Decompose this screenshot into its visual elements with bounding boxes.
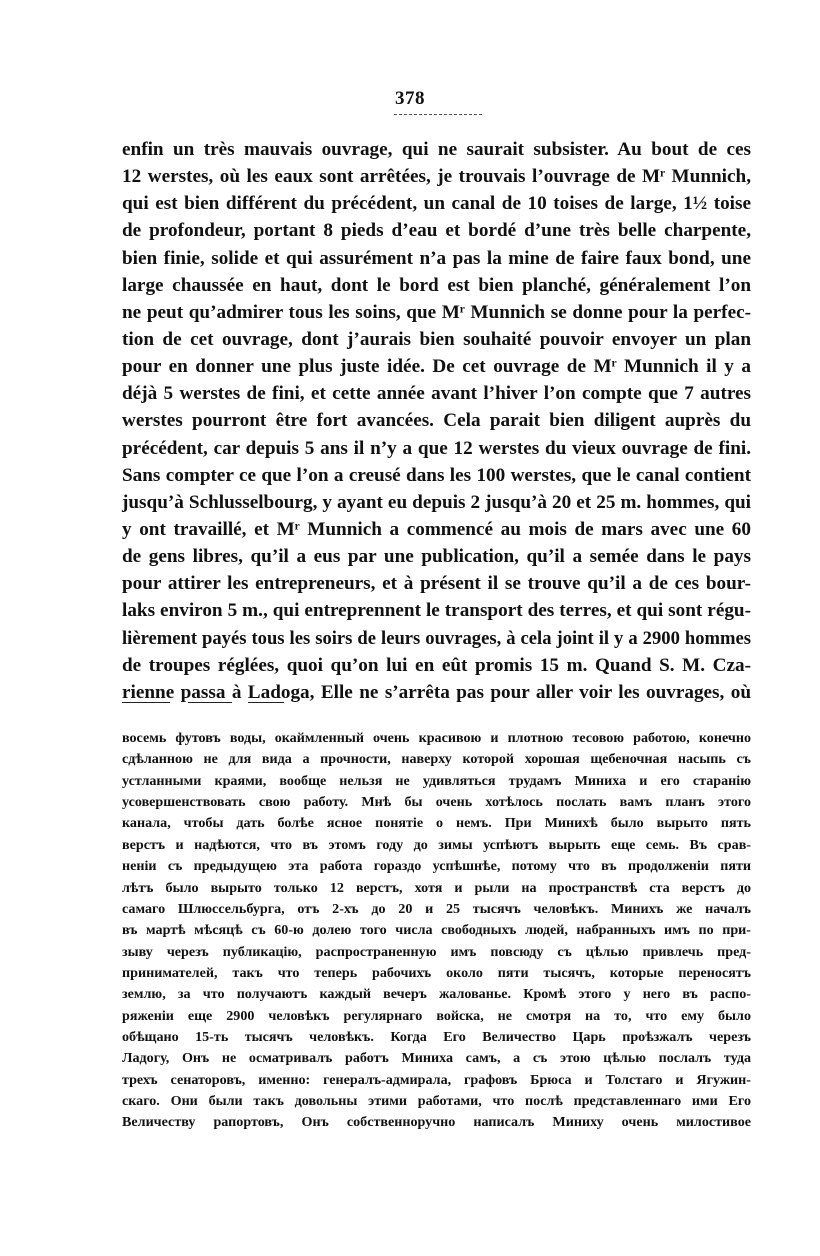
main-text xyxy=(122,136,751,706)
footnote-line: усовершенствовать свою работу. Мнѣ бы очень хотѣлось послать вамъ планъ этого xyxy=(122,794,751,811)
main-text-line: déjà 5 werstes de fini, et cette année avant l’hiver l’on compte que 7 autres xyxy=(122,383,751,405)
main-text-line: Sans compter ce que l’on a creusé dans les 100 werstes, que le canal contient xyxy=(122,464,751,486)
main-text-line: enfin un très mauvais ouvrage, qui ne saurait subsister. Au bout de ces xyxy=(122,139,751,160)
main-text-line: de profondeur, portant 8 pieds d’eau et bordé d’une très belle charpente, xyxy=(122,220,751,242)
footnote-line: восемь футовъ воды, окаймленный очень красивою и плотною тесовою работою, конечно xyxy=(122,730,751,746)
footnote-line: Величеству рапортовъ, Онъ собственноручно написалъ Миниху очень милостивое xyxy=(122,1114,751,1131)
footnote-line: ряженіи еще 2900 человѣкъ регулярнаго войска, не смотря на то, что ему было xyxy=(122,1007,751,1024)
main-text-line: werstes pourront être fort avancées. Cela parait bien diligent auprès du xyxy=(122,410,751,432)
main-text-line: qui est bien différent du précédent, un canal de 10 toises de large, 1½ toise xyxy=(122,193,751,215)
separator-dash xyxy=(122,702,170,703)
main-text-line: y ont travaillé, et Mʳ Munnich a commencé au mois de mars avec une 60 xyxy=(122,518,751,540)
main-text-line: de gens libres, qu’il a eus par une publication, qu’il a semée dans le pays xyxy=(122,546,751,568)
separator-dash xyxy=(188,702,232,703)
footnote-line: неніи съ предыдущею эта работа гораздо успѣшнѣе, потому что въ продолженіи пяти xyxy=(122,858,751,875)
main-text-line: pour attirer les entrepreneurs, et à présent il se trouve qu’il a de ces bour- xyxy=(122,573,751,595)
page-number: 378 xyxy=(395,88,425,109)
main-text-line: pour en donner une plus juste idée. De cet ouvrage de Mʳ Munnich il y a xyxy=(122,356,751,378)
footnote-line: трехъ сенаторовъ, именно: генералъ-адмирала, графовъ Брюса и Толстаго и Ягужин- xyxy=(122,1071,751,1088)
main-text-line: 12 werstes, où les eaux sont arrêtées, je trouvais l’ouvrage de Mʳ Munnich, xyxy=(122,166,751,188)
page-number-rule xyxy=(394,114,482,115)
footnote-line: устланными краями, вообще нельзя не удивляться трудамъ Миниха и его старанію xyxy=(122,772,751,789)
footnote-line: скаго. Они были такъ довольны этими работами, что послѣ представленнаго ими Его xyxy=(122,1093,751,1110)
main-text-line: lièrement payés tous les soirs de leurs ouvrages, à cela joint il y a 2900 hommes xyxy=(122,627,751,649)
footnote-line: Ладогу, Онъ не осматривалъ работъ Миниха самъ, а съ этою цѣлью послалъ туда xyxy=(122,1050,751,1067)
footnote-line: зыву черезъ публикацію, распространенную имъ повсюду съ цѣлью привлечь пред- xyxy=(122,943,751,960)
main-text-line: rienne passa à Ladoga, Elle ne s’arrêta pas pour aller voir les ouvrages, où xyxy=(122,681,751,703)
footnote-line: принимателей, такъ что теперь рабочихъ около пяти тысячъ, которые переносятъ xyxy=(122,964,751,981)
separator-dash xyxy=(248,702,284,703)
main-text-line: tion de cet ouvrage, dont j’aurais bien souhaité pouvoir envoyer un plan xyxy=(122,328,751,350)
footnote-line: въ мартѣ мѣсяцѣ съ 60-ю долею того числа свободныхъ людей, набранныхъ имъ по при- xyxy=(122,922,751,939)
footnote-line: обѣщано 15-ть тысячъ человѣкъ. Когда Его Величество Царь проѣзжалъ черезъ xyxy=(122,1029,751,1046)
footnote-line: верстъ и надѣются, что въ этомъ году до зимы успѣютъ вырыть еще семь. Въ срав- xyxy=(122,836,751,853)
footnote-line: лѣтъ было вырыто только 12 верстъ, хотя и рыли на пространствѣ ста верстъ до xyxy=(122,879,751,896)
main-text-line: jusqu’à Schlusselbourg, y ayant eu depuis 2 jusqu’à 20 et 25 m. hommes, qui xyxy=(122,491,751,513)
main-text-line: ne peut qu’admirer tous les soins, que Mʳ Munnich se donne pour la perfec- xyxy=(122,301,751,323)
main-text-line: bien finie, solide et qui assurément n’a pas la mine de faire faux bond, une xyxy=(122,247,751,269)
main-text-line: précédent, car depuis 5 ans il n’y a que 12 werstes du vieux ouvrage de fini. xyxy=(122,437,751,459)
footnote-line: канала, чтобы дать болѣе ясное понятіе о немъ. При Минихѣ было вырыто пять xyxy=(122,815,751,832)
footnote-text xyxy=(122,728,751,1134)
footnote-line: самаго Шлюссельбурга, отъ 2-хъ до 20 и 25 тысячъ человѣкъ. Минихъ же началъ xyxy=(122,900,751,917)
main-text-line: de troupes réglées, quoi qu’on lui en eût promis 15 m. Quand S. M. Cza- xyxy=(122,654,751,676)
footnote-line: сдѣланною не для вида а прочности, наверху которой хорошая щебеночная насыпь съ xyxy=(122,751,751,768)
main-text-line: large chaussée en haut, dont le bord est bien planché, généralement l’on xyxy=(122,274,751,296)
footnote-line: землю, за что получаютъ каждый вечеръ жалованье. Кромѣ этого у него въ распо- xyxy=(122,986,751,1003)
main-text-line: laks environ 5 m., qui entreprennent le transport des terres, et qui sont régu- xyxy=(122,600,751,622)
